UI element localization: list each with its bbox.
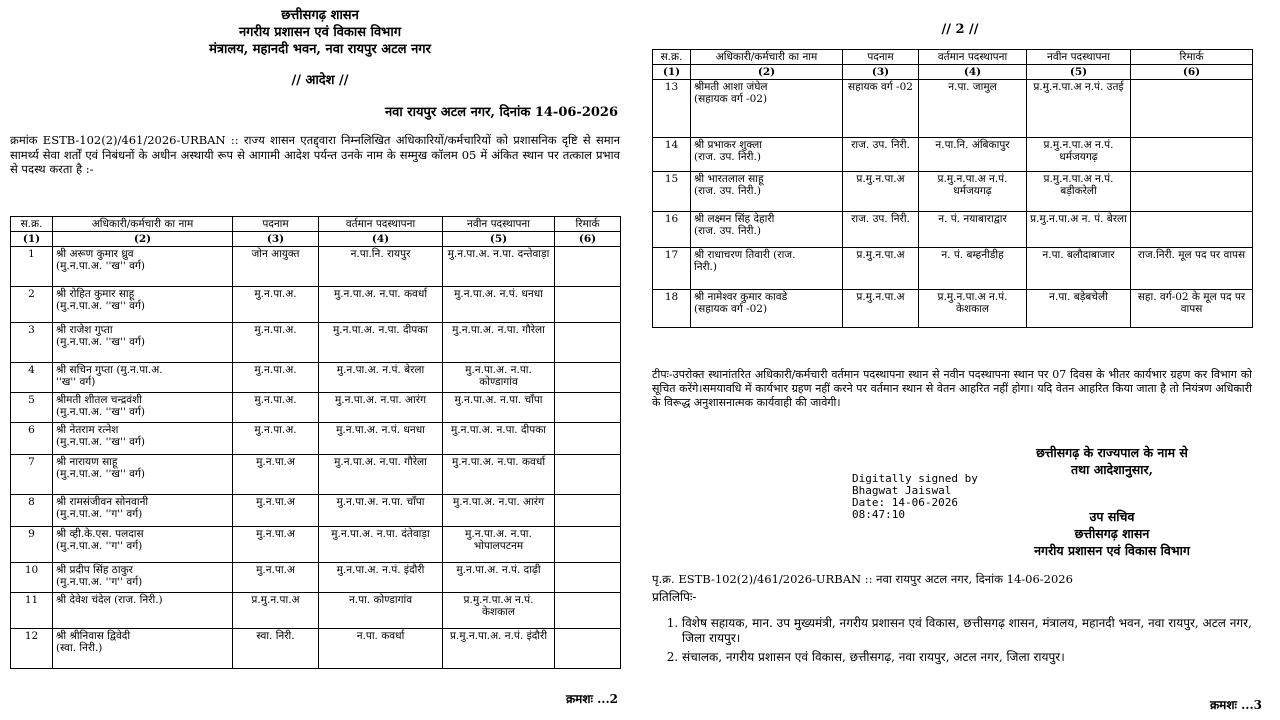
serial-number: 7 (11, 455, 53, 495)
order-intro: क्रमांक ESTB-102(2)/461/2026-URBAN :: राज्य शासन एतद्द्वारा निम्नलिखित अधिकारियों/कर्मचारियों को प्रशासनिक दृष्टि से समान सामर्थ्य सेवा शर्तों एवं निबंधनों के अधीन अस्थायी रूप से आगामी आदेश पर्यन्त उनके नाम के सम्मुख कॉलम 05 में अंकित स्थान पर तत्काल प्रभाव से पदस्थ करता है :- (10, 133, 620, 176)
employee-name-cell (53, 495, 233, 527)
designation: मु.न.पा.अ (233, 455, 319, 495)
employee-name-cell (53, 247, 233, 287)
current-posting: मु.न.पा.अ. न.पा. दंतेवाड़ा (319, 527, 443, 563)
new-posting: प्र.मु.न.पा.अ न.पं. बड़ीकरेली (1027, 172, 1131, 212)
remark: राज.निरी. मूल पद पर वापस (1131, 248, 1253, 290)
col-number: (6) (555, 232, 621, 247)
employee-category: (मु.न.पा.अ. ''ख'' वर्ग) (56, 468, 145, 480)
designation: प्र.मु.न.पा.अ (843, 248, 919, 290)
current-posting: न.पा. जामुल (919, 80, 1027, 138)
employee-name: श्री राधाचरण तिवारी (राज. (694, 249, 796, 261)
col-header-new: नवीन पदस्थापना (1027, 50, 1131, 65)
designation: राज. उप. निरी. (843, 212, 919, 248)
current-posting: न. पं. नयाबाराद्वार (919, 212, 1027, 248)
employee-name: श्रीमती आशा जंघेल (694, 81, 768, 93)
remark (555, 363, 621, 393)
new-posting: मु.न.पा.अ. न.पा. चाँपा (443, 393, 555, 423)
signatory-designation: उप सचिव (1089, 509, 1135, 524)
employee-name-cell (691, 248, 843, 290)
table-row (653, 172, 1253, 212)
signatory-dept: नगरीय प्रशासन एवं विकास विभाग (1034, 543, 1190, 558)
employee-name-cell (53, 593, 233, 629)
col-header-remark: रिमार्क (1131, 50, 1253, 65)
employee-name: श्री लक्ष्मन सिंह देहारी (694, 213, 775, 225)
serial-number: 13 (653, 80, 691, 138)
remark (1131, 172, 1253, 212)
header-address: मंत्रालय, महानदी भवन, नवा रायपुर अटल नगर (209, 42, 431, 57)
employee-category: (मु.न.पा.अ. ''ख'' वर्ग) (56, 336, 145, 348)
remark: सहा. वर्ग-02 के मूल पद पर वापस (1131, 290, 1253, 328)
employee-category: (राज. उप. निरी.) (694, 151, 761, 163)
designation: राज. उप. निरी. (843, 138, 919, 172)
col-number: (4) (319, 232, 443, 247)
table-row (11, 455, 621, 495)
table-row (11, 563, 621, 593)
current-posting: मु.न.पा.अ. न.पा. गौरेला (319, 455, 443, 495)
serial-number: 4 (11, 363, 53, 393)
employee-category: (मु.न.पा.अ. ''ख'' वर्ग) (56, 436, 145, 448)
remark (555, 423, 621, 455)
col-number: (5) (443, 232, 555, 247)
digital-signature (852, 473, 978, 521)
new-posting: मु.न.पा.अ. न.पा. दन्तेवाड़ा (443, 247, 555, 287)
remark (555, 593, 621, 629)
new-posting: प्र.मु.न.पा.अ न.पं. उतई (1027, 80, 1131, 138)
col-number: (3) (233, 232, 319, 247)
employee-category: (मु.न.पा.अ. ''ख'' वर्ग) (56, 260, 145, 272)
serial-number: 16 (653, 212, 691, 248)
continued-marker: क्रमशः ...3 (1209, 698, 1262, 712)
current-posting: मु.न.पा.अ. न.पं. धनधा (319, 423, 443, 455)
new-posting: मु.न.पा.अ. न.पा. भोपालपटनम (443, 527, 555, 563)
new-posting: न.पा. बलौदाबाजार (1027, 248, 1131, 290)
remark (555, 455, 621, 495)
remark (1131, 80, 1253, 138)
current-posting: न.पा.नि. रायपुर (319, 247, 443, 287)
serial-number: 8 (11, 495, 53, 527)
new-posting: मु.न.पा.अ. न.पा. दीपका (443, 423, 555, 455)
col-header-current: वर्तमान पदस्थापना (919, 50, 1027, 65)
place-date: नवा रायपुर अटल नगर, दिनांक 14-06-2026 (384, 105, 618, 120)
remark (1131, 138, 1253, 172)
employee-name: श्री भारतलाल साहू (694, 173, 764, 185)
serial-number: 9 (11, 527, 53, 563)
copy-list-item: 2. संचालक, नगरीय प्रशासन एवं विकास, छत्तीसगढ़, नवा रायपुर, अटल नगर, जिला रायपुर। (682, 650, 1252, 665)
designation: स्वा. निरी. (233, 629, 319, 669)
new-posting: प्र.मु.न.पा.अ न.पं. धर्मजयगढ़ (1027, 138, 1131, 172)
col-number: (5) (1027, 65, 1131, 80)
employee-name: श्री श्रीनिवास द्विवेदी (56, 630, 131, 642)
employee-name-cell (53, 393, 233, 423)
current-posting: प्र.मु.न.पा.अ न.पं. केशकाल (919, 290, 1027, 328)
employee-name-cell (53, 423, 233, 455)
remark (555, 393, 621, 423)
serial-number: 17 (653, 248, 691, 290)
col-number: (1) (11, 232, 53, 247)
designation: मु.न.पा.अ. (233, 287, 319, 323)
employee-name: श्री सचिन गुप्ता (मु.न.पा.अ. (56, 364, 163, 376)
employee-name-cell (691, 80, 843, 138)
table-row (653, 248, 1253, 290)
current-posting: न.पा. कोण्डागांव (319, 593, 443, 629)
table-row (11, 363, 621, 393)
current-posting: न.पा. कवर्धा (319, 629, 443, 669)
new-posting: मु.न.पा.अ. न.पा. कवर्धा (443, 455, 555, 495)
designation: सहायक वर्ग -02 (843, 80, 919, 138)
current-posting: मु.न.पा.अ. न.पं. इंदौरी (319, 563, 443, 593)
page-two (640, 0, 1280, 720)
new-posting: मु.न.पा.अ. न.पा. आरंग (443, 495, 555, 527)
remark (555, 495, 621, 527)
col-number: (3) (843, 65, 919, 80)
current-posting: न. पं. बम्हनीडीह (919, 248, 1027, 290)
posting-table-continued (652, 49, 1253, 328)
remark (555, 563, 621, 593)
col-header-new: नवीन पदस्थापना (443, 217, 555, 232)
employee-name-cell (691, 172, 843, 212)
col-header-name: अधिकारी/कर्मचारी का नाम (53, 217, 233, 232)
designation: प्र.मु.न.पा.अ (843, 290, 919, 328)
serial-number: 14 (653, 138, 691, 172)
designation: मु.न.पा.अ. (233, 393, 319, 423)
employee-name: श्री रामसंजीवन सोनवानी (56, 496, 149, 508)
designation: प्र.मु.न.पा.अ (843, 172, 919, 212)
employee-category: (स्वा. निरी.) (56, 642, 103, 654)
table-row (11, 393, 621, 423)
employee-name-cell (691, 138, 843, 172)
table-row (653, 138, 1253, 172)
employee-name: श्री नारायण साहू (56, 456, 118, 468)
designation: जोन आयुक्त (233, 247, 319, 287)
col-number: (2) (53, 232, 233, 247)
col-header-post: पदनाम (843, 50, 919, 65)
employee-category: निरी.) (694, 261, 717, 273)
new-posting: मु.न.पा.अ. न.पा. गौरेला (443, 323, 555, 363)
new-posting: मु.न.पा.अ. न.पं. दाढ़ी (443, 563, 555, 593)
table-row (653, 80, 1253, 138)
table-row (11, 287, 621, 323)
col-header-remark: रिमार्क (555, 217, 621, 232)
employee-name-cell (691, 290, 843, 328)
designation: मु.न.पा.अ (233, 527, 319, 563)
serial-number: 11 (11, 593, 53, 629)
serial-number: 5 (11, 393, 53, 423)
serial-number: 10 (11, 563, 53, 593)
table-row (11, 247, 621, 287)
serial-number: 18 (653, 290, 691, 328)
employee-name: श्री नामेश्वर कुमार कावडे (694, 291, 788, 303)
serial-number: 15 (653, 172, 691, 212)
col-number: (1) (653, 65, 691, 80)
current-posting: मु.न.पा.अ. न.पा. कवर्धा (319, 287, 443, 323)
remark (1131, 212, 1253, 248)
table-row (653, 212, 1253, 248)
new-posting: प्र.मु.न.पा.अ न. पं. बेरला (1027, 212, 1131, 248)
digital-signature-time: 08:47:10 (852, 508, 905, 521)
employee-name: श्री राजेश गुप्ता (56, 324, 113, 336)
new-posting: मु.न.पा.अ. न.पा. कोण्डागांव (443, 363, 555, 393)
employee-name: श्री व्ही.के.एस. पलदास (56, 528, 144, 540)
employee-name-cell (53, 287, 233, 323)
page-number: // 2 // (941, 22, 979, 37)
col-header-sn: स.क्र. (11, 217, 53, 232)
employee-category: (मु.न.पा.अ. ''ग'' वर्ग) (56, 576, 143, 588)
employee-name-cell (53, 455, 233, 495)
endorsement-line: पृ.क्र. ESTB-102(2)/461/2026-URBAN :: नवा रायपुर अटल नगर, दिनांक 14-06-2026 (652, 572, 1073, 586)
serial-number: 2 (11, 287, 53, 323)
employee-category: (मु.न.पा.अ. ''ख'' वर्ग) (56, 406, 145, 418)
table-row (11, 323, 621, 363)
employee-category: (मु.न.पा.अ. ''ग'' वर्ग) (56, 508, 143, 520)
col-number: (2) (691, 65, 843, 80)
current-posting: प्र.मु.न.पा.अ न.पं. धर्मजयगढ़ (919, 172, 1027, 212)
continued-marker: क्रमशः ...2 (565, 692, 618, 706)
col-header-current: वर्तमान पदस्थापना (319, 217, 443, 232)
new-posting: प्र.मु.न.पा.अ न.पं. केशकाल (443, 593, 555, 629)
posting-table (10, 216, 621, 669)
remark (555, 629, 621, 669)
governor-line-1: छत्तीसगढ़ के राज्यपाल के नाम से (1036, 445, 1188, 460)
table-row (11, 593, 621, 629)
signatory-govt: छत्तीसगढ़ शासन (1074, 526, 1150, 541)
table-row (11, 423, 621, 455)
employee-category: (मु.न.पा.अ. ''ख'' वर्ग) (56, 300, 145, 312)
current-posting: मु.न.पा.अ. न.पा. दीपका (319, 323, 443, 363)
designation: मु.न.पा.अ (233, 563, 319, 593)
digital-signature-signer: Bhagwat Jaiswal (852, 484, 952, 497)
new-posting: मु.न.पा.अ. न.पं. धनधा (443, 287, 555, 323)
employee-name-cell (691, 212, 843, 248)
header-govt: छत्तीसगढ़ शासन (281, 8, 359, 23)
employee-category: (सहायक वर्ग -02) (694, 93, 768, 105)
designation: मु.न.पा.अ. (233, 423, 319, 455)
serial-number: 6 (11, 423, 53, 455)
serial-number: 12 (11, 629, 53, 669)
digital-signature-date: Date: 14-06-2026 (852, 496, 958, 509)
employee-name-cell (53, 527, 233, 563)
col-number: (4) (919, 65, 1027, 80)
current-posting: मु.न.पा.अ. न.पं. बेरला (319, 363, 443, 393)
designation: प्र.मु.न.पा.अ (233, 593, 319, 629)
employee-category: (सहायक वर्ग -02) (694, 303, 768, 315)
col-header-sn: स.क्र. (653, 50, 691, 65)
employee-name-cell (53, 323, 233, 363)
employee-category: (राज. उप. निरी.) (694, 225, 761, 237)
table-row (11, 629, 621, 669)
order-title: // आदेश // (291, 73, 349, 88)
employee-name: श्री अरूण कुमार ध्रुव (56, 248, 134, 260)
remark (555, 287, 621, 323)
new-posting: प्र.मु.न.पा.अ. न.पं. इंदौरी (443, 629, 555, 669)
new-posting: न.पा. बड़ेबचेली (1027, 290, 1131, 328)
designation: मु.न.पा.अ. (233, 323, 319, 363)
current-posting: न.पा.नि. अंबिकापुर (919, 138, 1027, 172)
serial-number: 3 (11, 323, 53, 363)
current-posting: मु.न.पा.अ. न.पा. आरंग (319, 393, 443, 423)
col-header-post: पदनाम (233, 217, 319, 232)
employee-name: श्री नेतराम रत्नेश (56, 424, 119, 436)
employee-name-cell (53, 563, 233, 593)
employee-category: ''ख'' वर्ग) (56, 376, 96, 388)
employee-category: (मु.न.पा.अ. ''ग'' वर्ग) (56, 540, 143, 552)
employee-category: (राज. उप. निरी.) (694, 185, 761, 197)
remark (555, 323, 621, 363)
table-row (11, 495, 621, 527)
copy-list-item: 1. विशेष सहायक, मान. उप मुख्यमंत्री, नगरीय प्रशासन एवं विकास, छत्तीसगढ़ शासन, मंत्रालय, महानदी भवन, नवा रायपुर, अटल नगर, जिला रायपुर। (682, 616, 1252, 646)
employee-name: श्रीमती शीतल चन्द्रवंशी (56, 394, 142, 406)
note-text: टीपः-उपरोक्त स्थानांतरित अधिकारी/कर्मचारी वर्तमान पदस्थापना स्थान से नवीन पदस्थापना स्थान पर 07 दिवस के भीतर कार्यभार ग्रहण कर विभाग को सूचित करेंगे।समयावधि में कार्यभार ग्रहण नहीं करने पर वर्तमान स्थान से वेतन आहरित नहीं होगा। यदि वेतन आहरित किया जाता है तो नियंत्रण अधिकारी के विरूद्ध अनुशासनात्मक कार्यवाही की जावेगी। (652, 368, 1252, 409)
remark (555, 527, 621, 563)
table-row (653, 290, 1253, 328)
digital-signature-line: Digitally signed by (852, 472, 978, 485)
col-header-name: अधिकारी/कर्मचारी का नाम (691, 50, 843, 65)
table-row (11, 527, 621, 563)
employee-name-cell (53, 629, 233, 669)
copy-list (652, 616, 1252, 669)
employee-name: श्री देवेश चंदेल (राज. निरी.) (56, 594, 163, 606)
col-number: (6) (1131, 65, 1253, 80)
governor-line-2: तथा आदेशानुसार, (1071, 462, 1153, 477)
header-dept: नगरीय प्रशासन एवं विकास विभाग (238, 25, 402, 40)
employee-name: श्री रोहित कुमार साहू (56, 288, 135, 300)
employee-name: श्री प्रभाकर शुक्ला (694, 139, 762, 151)
copy-to-label: प्रतिलिपिः- (652, 590, 697, 604)
designation: मु.न.पा.अ (233, 495, 319, 527)
employee-name: श्री प्रदीप सिंह ठाकुर (56, 564, 133, 576)
designation: मु.न.पा.अ. (233, 363, 319, 393)
current-posting: मु.न.पा.अ. न.पा. चाँपा (319, 495, 443, 527)
remark (555, 247, 621, 287)
serial-number: 1 (11, 247, 53, 287)
employee-name-cell (53, 363, 233, 393)
